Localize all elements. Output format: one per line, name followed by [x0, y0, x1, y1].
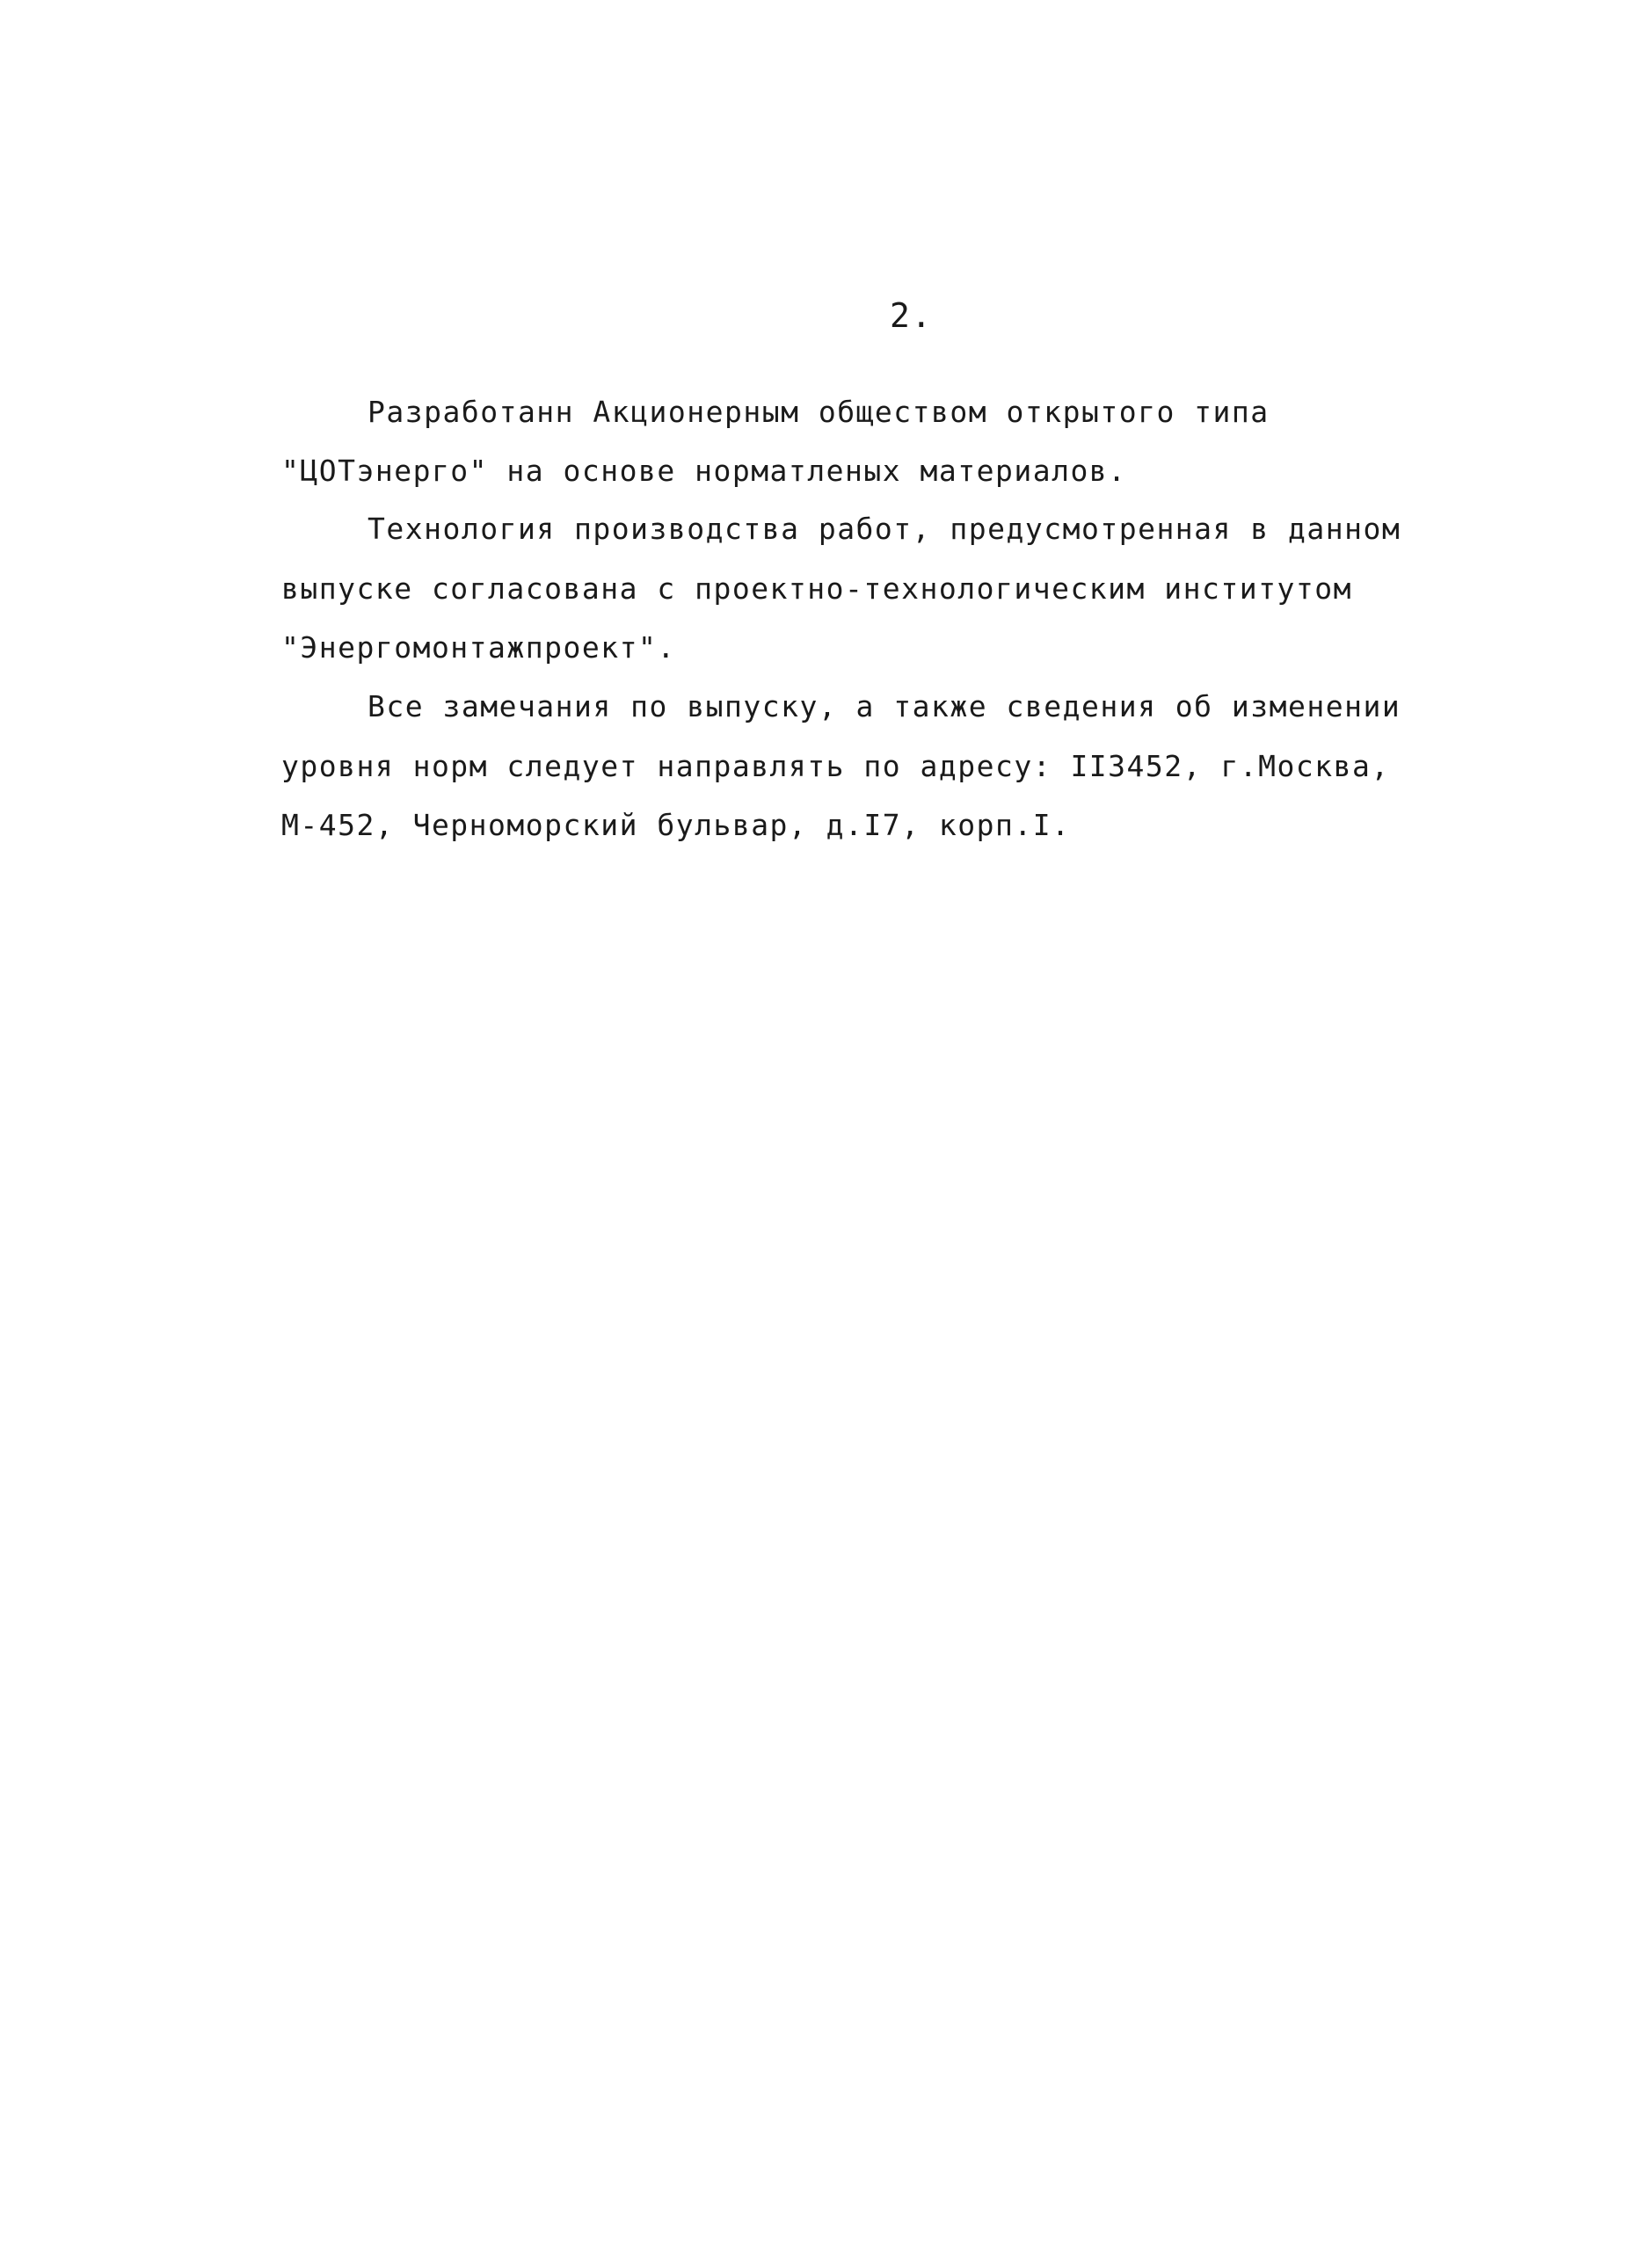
paragraph-line: "Энергомонтажпроект".	[281, 630, 676, 665]
paragraph-line: Технология производства работ, предусмотренная в данном	[368, 512, 1401, 546]
paragraph-line: Все замечания по выпуску, а также сведения об изменении	[368, 689, 1401, 723]
paragraph-line: "ЦОТэнерго" на основе норматленых материалов.	[281, 454, 1127, 488]
page-number: 2.	[890, 296, 933, 335]
paragraph-line: М-452, Черноморский бульвар, д.I7, корп.I.	[281, 808, 1071, 842]
paragraph-line: выпуске согласована с проектно-технологическим институтом	[281, 571, 1352, 606]
paragraph-line: уровня норм следует направлять по адресу: II3452, г.Москва,	[281, 749, 1390, 783]
paragraph-line: Разработанн Акционерным обществом открытого типа	[368, 395, 1270, 429]
